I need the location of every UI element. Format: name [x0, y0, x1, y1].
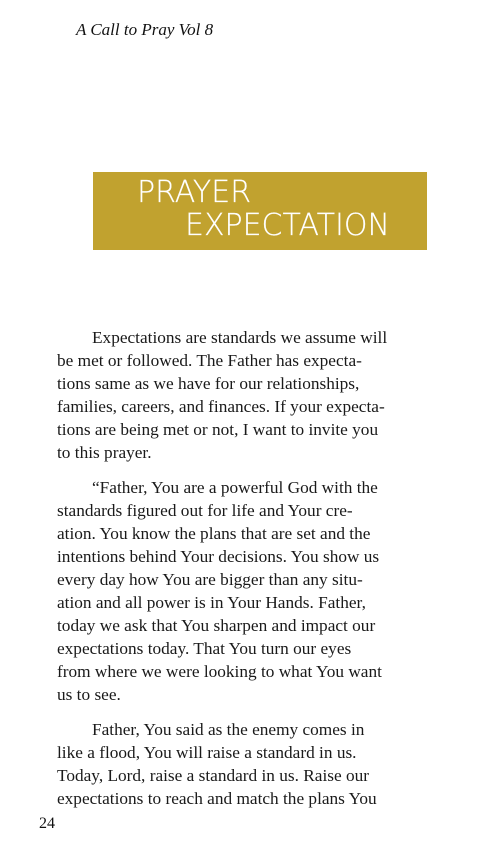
paragraph-2: [57, 476, 459, 706]
chapter-title-line-1: PRAYER: [137, 175, 252, 210]
text-line: every day how You are bigger than any situ-: [57, 570, 363, 589]
text-line: us to see.: [57, 685, 121, 704]
chapter-title-banner: [93, 172, 427, 250]
chapter-title-line-2: EXPECTATION: [185, 208, 390, 243]
text-line: “Father, You are a powerful God with the: [92, 478, 378, 497]
text-line: be met or followed. The Father has expecta-: [57, 351, 362, 370]
paragraph-1: [57, 326, 459, 464]
text-line: intentions behind Your decisions. You show us: [57, 547, 380, 566]
text-line: tions are being met or not, I want to invite you: [57, 420, 379, 439]
text-line: standards figured out for life and Your cre-: [57, 501, 353, 520]
text-line: expectations to reach and match the plans You: [57, 789, 377, 808]
text-line: Today, Lord, raise a standard in us. Raise our: [57, 766, 370, 785]
text-line: Expectations are standards we assume will: [92, 328, 388, 347]
text-line: Father, You said as the enemy comes in: [92, 720, 365, 739]
paragraph-3: [57, 718, 459, 810]
text-line: families, careers, and finances. If your expecta-: [57, 397, 385, 416]
text-line: today we ask that You sharpen and impact our: [57, 616, 376, 635]
text-line: from where we were looking to what You want: [57, 662, 382, 681]
running-head: A Call to Pray Vol 8: [76, 20, 214, 39]
text-line: tions same as we have for our relationships,: [57, 374, 360, 393]
body-text: [57, 326, 459, 822]
text-line: like a flood, You will raise a standard in us.: [57, 743, 357, 762]
page-number: 24: [39, 815, 55, 832]
text-line: to this prayer.: [57, 443, 152, 462]
text-line: ation. You know the plans that are set and the: [57, 524, 371, 543]
text-line: ation and all power is in Your Hands. Father,: [57, 593, 366, 612]
text-line: expectations today. That You turn our eyes: [57, 639, 352, 658]
